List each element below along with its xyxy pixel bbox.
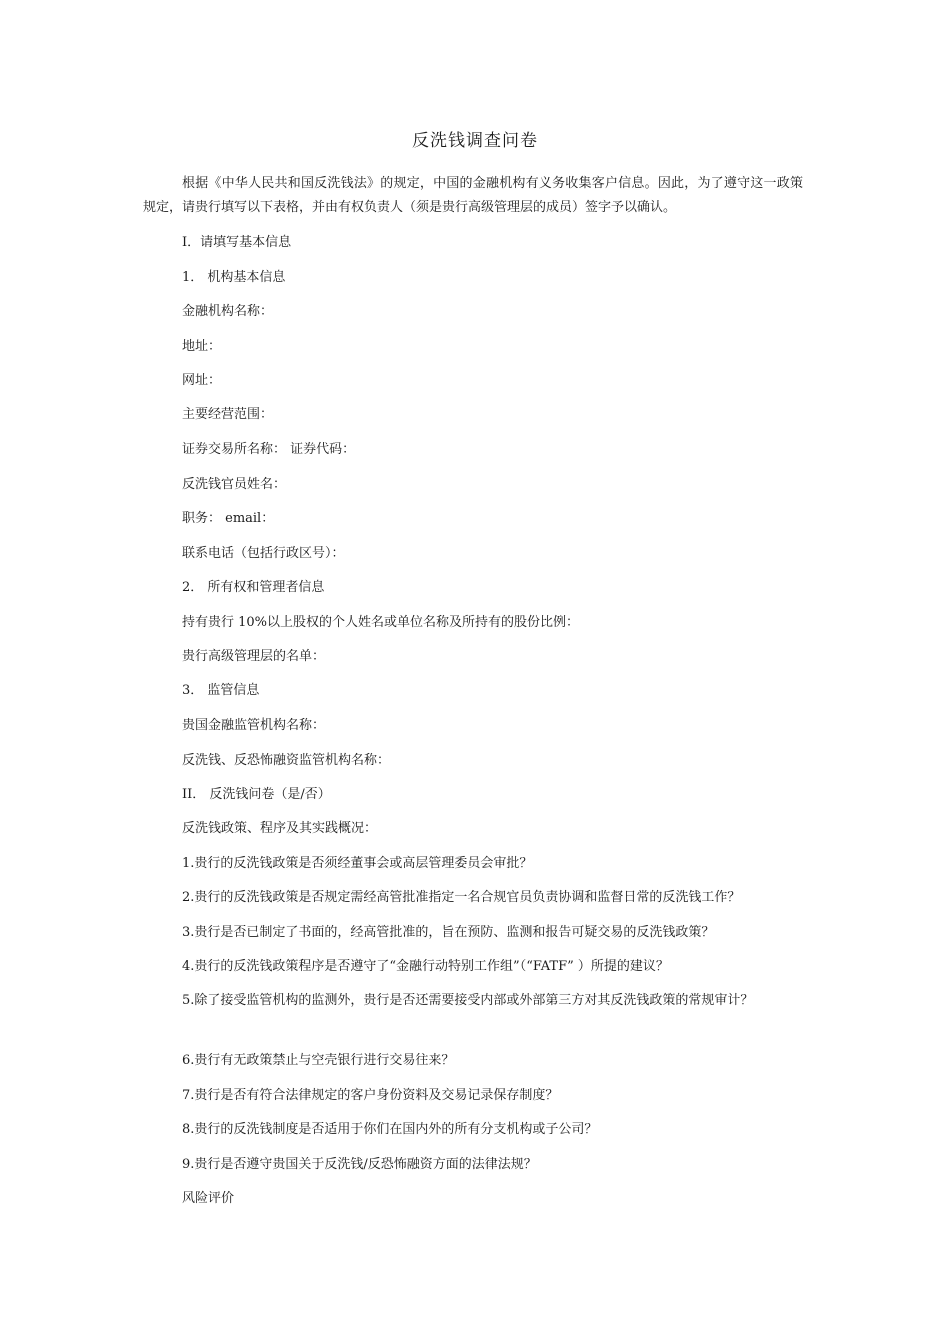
question-8: 8.贵行的反洗钱制度是否适用于你们在国内外的所有分支机构或子公司？ xyxy=(182,1122,598,1137)
question-1: 1.贵行的反洗钱政策是否须经董事会或高层管理委员会审批？ xyxy=(182,856,533,871)
field-stock-exchange: 证券交易所名称： 证券代码： xyxy=(182,442,356,457)
question-6: 6.贵行有无政策禁止与空壳银行进行交易往来？ xyxy=(182,1053,455,1068)
field-business-scope: 主要经营范围： xyxy=(182,407,274,422)
field-position-email: 职务： email： xyxy=(182,511,275,526)
question-2: 2.贵行的反洗钱政策是否规定需经高管批准指定一名合规官员负责协调和监督日常的反洗钱工作？ xyxy=(182,890,741,905)
field-regulator: 贵国金融监管机构名称： xyxy=(182,718,326,733)
sub2-heading: 2． 所有权和管理者信息 xyxy=(182,580,325,595)
field-senior-management: 贵行高级管理层的名单： xyxy=(182,649,326,664)
overview-label: 反洗钱政策、程序及其实践概况： xyxy=(182,821,378,836)
question-3: 3.贵行是否已制定了书面的，经高管批准的，旨在预防、监测和报告可疑交易的反洗钱政策？ xyxy=(182,925,715,940)
field-institution-name: 金融机构名称： xyxy=(182,304,274,319)
field-shareholders: 持有贵行 10%以上股权的个人姓名或单位名称及所持有的股份比例： xyxy=(182,615,580,630)
sub1-heading: 1． 机构基本信息 xyxy=(182,270,286,285)
sub3-heading: 3． 监管信息 xyxy=(182,683,260,698)
field-address: 地址： xyxy=(182,339,222,354)
field-aml-regulator: 反洗钱、反恐怖融资监管机构名称： xyxy=(182,753,391,768)
section2-heading: II． 反洗钱问卷（是/否） xyxy=(182,787,331,802)
field-aml-officer: 反洗钱官员姓名： xyxy=(182,477,287,492)
field-phone: 联系电话（包括行政区号）： xyxy=(182,546,345,561)
question-5: 5.除了接受监管机构的监测外，贵行是否还需要接受内部或外部第三方对其反洗钱政策的常规审计？ xyxy=(182,993,754,1008)
document-title: 反洗钱调查问卷 xyxy=(412,131,538,151)
field-website: 网址： xyxy=(182,373,222,388)
section1-heading: I．请填写基本信息 xyxy=(182,235,292,250)
question-7: 7.贵行是否有符合法律规定的客户身份资料及交易记录保存制度？ xyxy=(182,1088,559,1103)
question-9: 9.贵行是否遵守贵国关于反洗钱/反恐怖融资方面的法律法规？ xyxy=(182,1157,537,1172)
risk-heading: 风险评价 xyxy=(182,1191,235,1206)
question-4: 4.贵行的反洗钱政策程序是否遵守了“金融行动特别工作组”（“FATF” ）所提的建议？ xyxy=(182,959,669,974)
intro-paragraph: 根据《中华人民共和国反洗钱法》的规定，中国的金融机构有义务收集客户信息。因此，为了遵守这一政策规定，请贵行填写以下表格，并由有权负责人（须是贵行高级管理层的成员）签字予以确认。 xyxy=(143,176,803,215)
